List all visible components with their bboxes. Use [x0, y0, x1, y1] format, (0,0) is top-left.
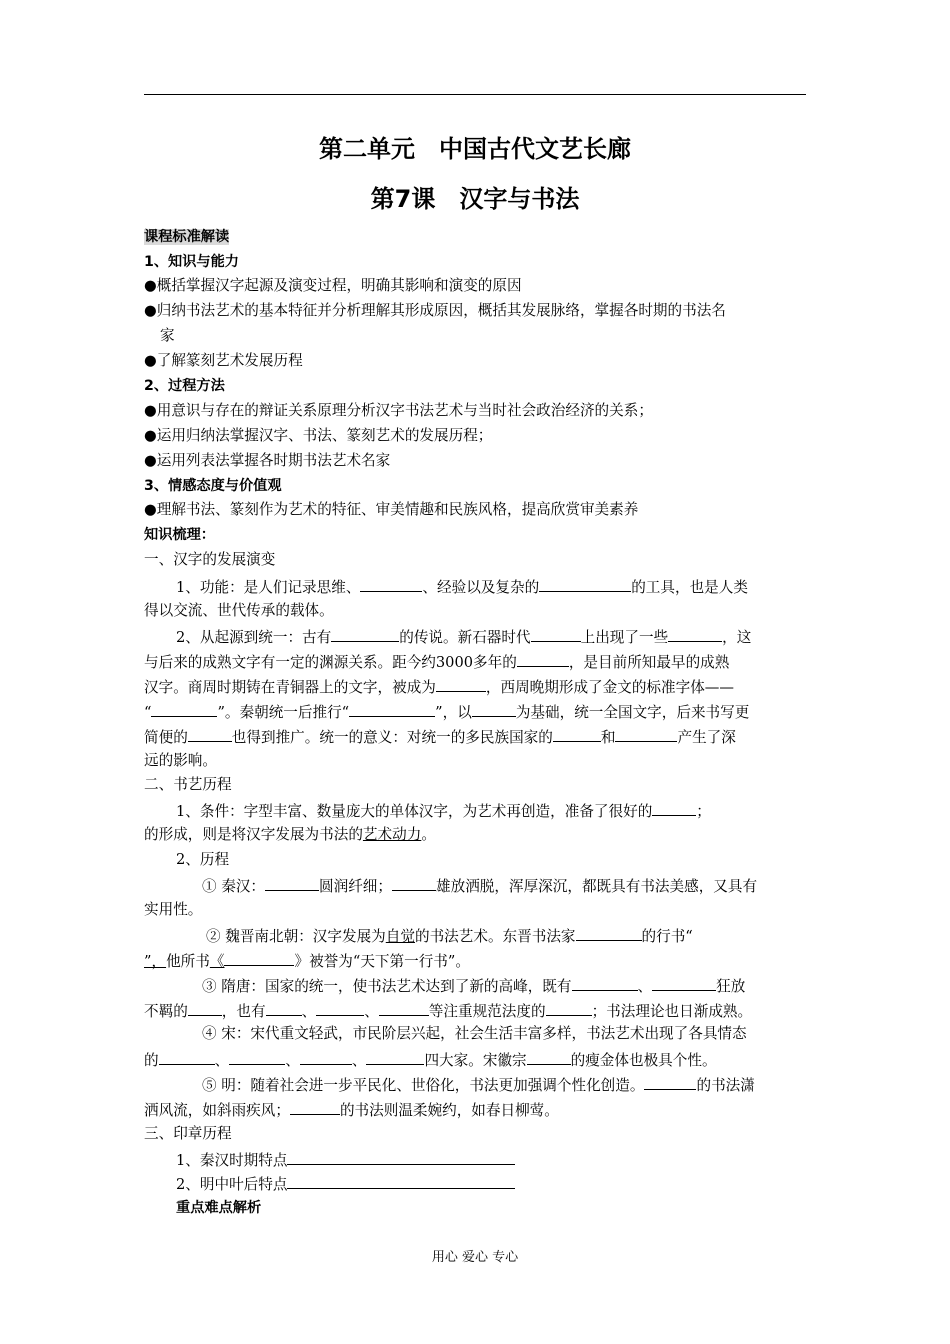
fill-blank[interactable]: [349, 701, 435, 717]
fill-blank[interactable]: [644, 1074, 696, 1090]
list-item: ●运用列表法掌握各时期书法艺术名家: [144, 452, 391, 469]
section-heading: 三、印章历程: [144, 1125, 232, 1142]
list-item: 家: [160, 327, 175, 344]
unit-title: 第二单元 中国古代文艺长廊: [319, 135, 631, 163]
paragraph-line: 实用性。: [144, 901, 203, 918]
paragraph-line: ”，他所书《 》被誉为“天下第一行书”。: [144, 950, 470, 972]
standards-heading: 课程标准解读: [144, 229, 230, 245]
fill-blank[interactable]: [527, 1049, 571, 1065]
fill-blank[interactable]: [379, 1000, 429, 1016]
fill-blank[interactable]: [546, 1000, 592, 1016]
section-heading: 一、汉字的发展演变: [144, 551, 276, 568]
fill-blank[interactable]: [553, 726, 601, 742]
fill-blank[interactable]: [266, 1000, 302, 1016]
fill-blank[interactable]: [360, 576, 422, 592]
paragraph-line: ⑤ 明：随着社会进一步平民化、世俗化，书法更加强调个性化创造。 的书法潇: [202, 1074, 755, 1096]
list-item: ●理解书法、篆刻作为艺术的特征、审美情趣和民族风格，提高欣赏审美素养: [144, 501, 639, 518]
fill-blank[interactable]: [576, 925, 642, 941]
fill-blank[interactable]: [188, 726, 232, 742]
fill-blank[interactable]: [287, 1149, 515, 1165]
page-footer: 用心 爱心 专心: [431, 1250, 519, 1265]
section-emotion-values: 3、情感态度与价值观: [144, 478, 282, 494]
paragraph-line: 简便的 也得到推广。统一的意义：对统一的多民族国家的 和 产生了深: [144, 726, 736, 748]
list-item: ●了解篆刻艺术发展历程: [144, 352, 303, 369]
fill-blank[interactable]: [652, 975, 716, 991]
section-heading: 二、书艺历程: [144, 776, 232, 793]
keypoints-heading: 重点难点解析: [176, 1200, 262, 1216]
fill-blank[interactable]: [300, 1049, 352, 1065]
section-knowledge-ability: 1、知识与能力: [144, 254, 239, 270]
fill-blank[interactable]: [316, 1000, 364, 1016]
paragraph-line: 1、功能：是人们记录思维、 、经验以及复杂的 的工具，也是人类: [176, 576, 748, 598]
fill-blank[interactable]: [331, 626, 399, 642]
fill-blank[interactable]: [366, 1049, 424, 1065]
paragraph-line: ③ 隋唐：国家的统一，使书法艺术达到了新的高峰，既有 、 狂放: [202, 975, 745, 997]
section-process-method: 2、过程方法: [144, 378, 225, 394]
fill-blank[interactable]: [159, 1049, 215, 1065]
fill-blank[interactable]: [287, 1173, 515, 1189]
fill-blank[interactable]: [472, 701, 516, 717]
paragraph-line: 洒风流，如斜雨疾风； 的书法则温柔婉约，如春日柳莺。: [144, 1099, 559, 1121]
paragraph-line: 远的影响。: [144, 752, 217, 769]
paragraph-line: 的 、 、 、 四大家。宋徽宗 的瘦金体也极具个性。: [144, 1049, 717, 1071]
fill-blank[interactable]: [229, 1049, 285, 1065]
lesson-title: 第7课 汉字与书法: [370, 185, 580, 213]
paragraph-line: 不羁的 ，也有 、 、 等注重规范法度的 ；书法理论也日渐成熟。: [144, 1000, 752, 1022]
paragraph-line: ② 魏晋南北朝：汉字发展为自觉的书法艺术。东晋书法家 的行书“: [206, 925, 693, 947]
paragraph-line: 汉字。商周时期铸在青铜器上的文字，被成为 ，西周晚期形成了金文的标准字体——: [144, 676, 734, 698]
list-item: ●归纳书法艺术的基本特征并分析理解其形成原因，概括其发展脉络，掌握各时期的书法名: [144, 302, 726, 319]
fill-blank[interactable]: [290, 1099, 340, 1115]
list-item: ●用意识与存在的辩证关系原理分析汉字书法艺术与当时社会政治经济的关系；: [144, 402, 653, 419]
knowledge-heading: 知识梳理：: [144, 527, 215, 543]
fill-blank[interactable]: [188, 1000, 222, 1016]
paragraph-line: 1、条件：字型丰富、数量庞大的单体汉字，为艺术再创造，准备了很好的 ；: [176, 800, 711, 822]
fill-blank[interactable]: [531, 626, 581, 642]
fill-blank[interactable]: [392, 875, 436, 891]
paragraph-line: ① 秦汉： 圆润纤细； 雄放洒脱，浑厚深沉，都既具有书法美感，又具有: [202, 875, 757, 897]
list-item: ●概括掌握汉字起源及演变过程，明确其影响和演变的原因: [144, 277, 522, 294]
fill-blank[interactable]: [436, 676, 486, 692]
fill-blank[interactable]: [151, 701, 217, 717]
fill-blank[interactable]: [615, 726, 677, 742]
paragraph-line: 1、秦汉时期特点: [176, 1149, 515, 1171]
list-item: ●运用归纳法掌握汉字、书法、篆刻艺术的发展历程；: [144, 427, 493, 444]
fill-blank[interactable]: [265, 875, 319, 891]
fill-blank[interactable]: [539, 576, 631, 592]
fill-blank[interactable]: [517, 651, 569, 667]
paragraph-line: 2、明中叶后特点: [176, 1173, 515, 1195]
paragraph-line: 的形成，则是将汉字发展为书法的艺术动力。: [144, 826, 436, 843]
paragraph-line: 2、从起源到统一：古有 的传说。新石器时代 上出现了一些 ，这: [176, 626, 751, 648]
fill-blank[interactable]: [572, 975, 638, 991]
fill-blank[interactable]: [652, 800, 696, 816]
fill-blank[interactable]: [224, 950, 294, 966]
paragraph-line: 2、历程: [176, 851, 230, 868]
header-rule: [144, 94, 806, 95]
paragraph-line: ④ 宋：宋代重文轻武，市民阶层兴起，社会生活丰富多样，书法艺术出现了各具情态: [202, 1025, 747, 1042]
paragraph-line: 与后来的成熟文字有一定的渊源关系。距今约3000多年的 ，是目前所知最早的成熟: [144, 651, 729, 673]
paragraph-line: “ ”。秦朝统一后推行“ ”，以 为基础，统一全国文字，后来书写更: [144, 701, 749, 723]
paragraph-line: 得以交流、世代传承的载体。: [144, 602, 334, 619]
fill-blank[interactable]: [668, 626, 722, 642]
